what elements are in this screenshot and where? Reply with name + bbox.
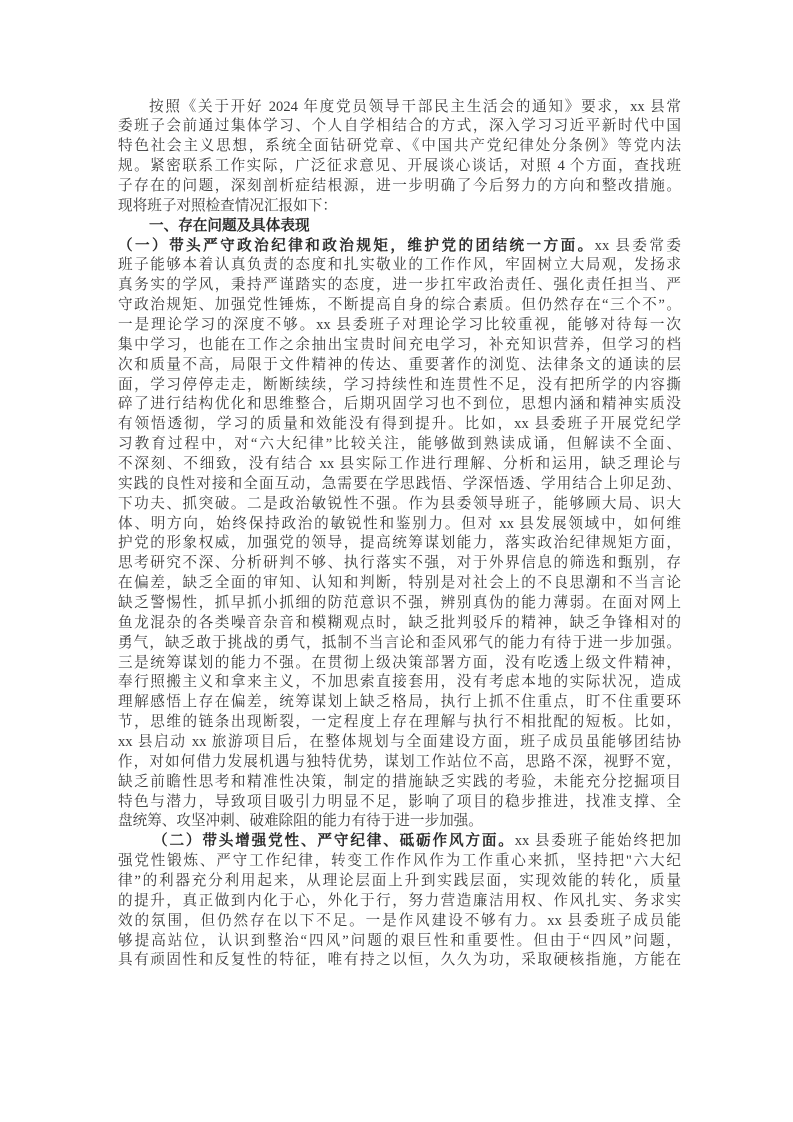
line-text: 奉行照搬主义和拿来主义，不加思索直接套用，没有考虑本地的实际状况，造成 (118, 674, 681, 691)
line-text: 守政治规矩、加强党性锤炼，不断提高自身的综合素质。但仍然存在“三个不”。 (118, 297, 681, 314)
line-text: 习教育过程中，对“六大纪律”比较关注，能够做到熟读成诵，但解读不全面、 (118, 436, 681, 453)
text-line (118, 892, 681, 912)
text-line (118, 515, 681, 535)
document-body (118, 98, 681, 972)
section-heading: （二）带头增强党性、严守纪律、砥砺作风方面。 (153, 833, 515, 850)
text-line (118, 296, 681, 316)
line-text: 作，对如何借力发展机遇与独特优势，谋划工作站位不高，思路不深，视野不宽， (118, 753, 681, 770)
text-line (118, 475, 681, 495)
text-line (118, 554, 681, 574)
line-text: 子存在的问题，深刻剖析症结根源，进一步明确了今后努力的方向和整改措施。 (118, 177, 681, 194)
line-text: 下功夫、抓突破。二是政治敏锐性不强。作为县委领导班子，能够顾大局、识大 (118, 495, 681, 512)
line-text: 有领悟透彻，学习的质量和效能没有得到提升。比如，xx 县委班子开展党纪学 (118, 416, 681, 433)
text-line (118, 356, 681, 376)
line-text: 不深刻、不细致，没有结合 xx 县实际工作进行理解、分析和运用，缺乏理论与 (118, 455, 681, 472)
line-text: 在偏差，缺乏全面的审知、认知和判断，特别是对社会上的不良思潮和不当言论 (118, 575, 681, 592)
line-text: 一是理论学习的深度不够。xx 县委班子对理论学习比较重视，能够对待每一次 (118, 316, 681, 333)
text-line (118, 594, 681, 614)
text-line (118, 157, 681, 177)
line-text: 具有顽固性和反复性的特征，唯有持之以恒，久久为功，采取硬核指施，方能在 (118, 952, 681, 969)
text-line (118, 177, 681, 197)
text-line (118, 534, 681, 554)
line-text: 规。紧密联系工作实际，广泛征求意见、开展谈心谈话，对照 4 个方面，查找班 (118, 158, 681, 175)
text-line (118, 237, 681, 257)
text-line (118, 137, 681, 157)
text-line (118, 713, 681, 733)
text-line (118, 256, 681, 276)
line-text: 现将班子对照检查情况汇报如下： (118, 197, 337, 214)
text-line (118, 395, 681, 415)
line-text: 效的氛围，但仍然存在以下不足。一是作风建设不够有力。xx 县委班子成员能 (118, 912, 681, 929)
text-line (118, 276, 681, 296)
line-text: 强党性锻炼、严守工作纪律，转变工作作风作为工作重心来抓，坚持把"六大纪 (118, 853, 681, 870)
line-text: 护党的形象权威，加强党的领导，提高统筹谋划能力，落实政治纪律规矩方面， (118, 535, 681, 552)
text-line (118, 852, 681, 872)
line-text: 节，思维的链条出现断裂，一定程度上存在理解与执行不相批配的短板。比如， (118, 714, 681, 731)
line-text: 碎了进行结构优化和思维整合，后期巩固学习也不到位，思想内涵和精神实质没 (118, 396, 681, 413)
line-text: xx 县委常委 (594, 237, 681, 254)
text-line (118, 654, 681, 674)
line-text: 特色与潜力，导致项目吸引力明显不足，影响了项目的稳步推进，找准支撑、全 (118, 793, 681, 810)
line-text: 律”的利器充分利用起来，从理论层面上升到实践层面，实现效能的转化，质量 (118, 873, 681, 890)
line-text: xx 县启动 xx 旅游项目后，在整体规划与全面建设方面，班子成员虽能够团结协 (118, 734, 681, 750)
line-text: 理解感悟上存在偏差，统筹谋划上缺乏格局，执行上抓不住重点，盯不住重要环 (118, 694, 681, 711)
line-text: 班子能够本着认真负责的态度和扎实敬业的工作作风，牢固树立大局观，发扬求 (118, 257, 681, 274)
text-line (118, 693, 681, 713)
text-line (118, 832, 681, 852)
line-text: 按照《关于开好 2024 年度党员领导干部民主生活会的通知》要求，xx 县常 (149, 98, 681, 115)
line-text: 三是统筹谋划的能力不强。在贯彻上级决策部署方面，没有吃透上级文件精神， (118, 654, 681, 671)
line-text: 鱼龙混杂的各类噪音杂音和模糊观点时，缺乏批判驳斥的精神，缺乏争锋相对的 (118, 614, 681, 631)
text-line (118, 98, 681, 118)
line-text: 的提升，真正做到内化于心，外化于行，努力营造廉洁用权、作风扎实、务求实 (118, 892, 681, 909)
text-line (118, 376, 681, 396)
line-text: 够提高站位，认识到整治“四风”问题的艰巨性和重要性。但由于“四风”问题， (118, 932, 681, 949)
text-line (118, 574, 681, 594)
text-line (118, 415, 681, 435)
text-line (118, 673, 681, 693)
line-text: 思考研究不深、分析研判不够、执行落实不强，对于外界信息的筛选和甄别，存 (118, 555, 681, 572)
line-text: 委班子会前通过集体学习、个人自学相结合的方式，深入学习习近平新时代中国 (118, 118, 681, 135)
line-text: 体、明方向，始终保持政治的敏锐性和鉴别力。但对 xx 县发展领域中，如何维 (118, 515, 681, 532)
text-line (118, 634, 681, 654)
text-line (118, 951, 681, 971)
line-text: xx 县委班子能始终把加 (514, 833, 681, 850)
text-line (118, 753, 681, 773)
text-line (118, 455, 681, 475)
text-line (118, 435, 681, 455)
line-text: 缺乏警惕性，抓早抓小抓细的防范意识不强，辨别真伪的能力薄弱。在面对网上 (118, 594, 681, 611)
line-text: 勇气，缺乏敢于挑战的勇气，抵制不当言论和歪风邪气的能力有待于进一步加强。 (118, 634, 681, 651)
text-line (118, 912, 681, 932)
line-text: 盘统筹、攻坚冲刺、破难除阻的能力有待于进一步加强。 (118, 813, 483, 830)
line-text: 实践的良性对接和全面互动，急需要在学思践悟、学深悟透、学用结合上卯足劲、 (118, 475, 681, 492)
text-line (118, 117, 681, 137)
text-line (118, 812, 681, 832)
text-line (118, 217, 681, 237)
line-text: 次和质量不高，局限于文件精神的传达、重要著作的浏览、法律条文的通读的层 (118, 356, 681, 373)
section-heading: （一）带头严守政治纪律和政治规矩，维护党的团结统一方面。 (118, 237, 595, 254)
text-line (118, 336, 681, 356)
text-line (118, 316, 681, 336)
line-text: 集中学习，也能在工作之余抽出宝贵时间充电学习，补充知识营养，但学习的档 (118, 336, 681, 353)
text-line (118, 932, 681, 952)
text-line (118, 495, 681, 515)
text-line (118, 773, 681, 793)
text-line (118, 197, 681, 217)
chapter-heading: 一、存在问题及具体表现 (149, 217, 310, 234)
line-text: 特色社会主义思想，系统全面钻研党章、《中国共产党纪律处分条例》等党内法 (118, 138, 681, 155)
text-line (118, 614, 681, 634)
text-line (118, 733, 681, 753)
line-text: 缺乏前瞻性思考和精准性决策，制定的措施缺乏实践的考验，未能充分挖掘项目 (118, 773, 681, 790)
text-line (118, 793, 681, 813)
line-text: 真务实的学风，秉持严谨踏实的态度，进一步扛牢政治责任、强化责任担当、严 (118, 277, 681, 294)
line-text: 面，学习停停走走，断断续续，学习持续性和连贯性不足，没有把所学的内容撕 (118, 376, 681, 393)
text-line (118, 872, 681, 892)
